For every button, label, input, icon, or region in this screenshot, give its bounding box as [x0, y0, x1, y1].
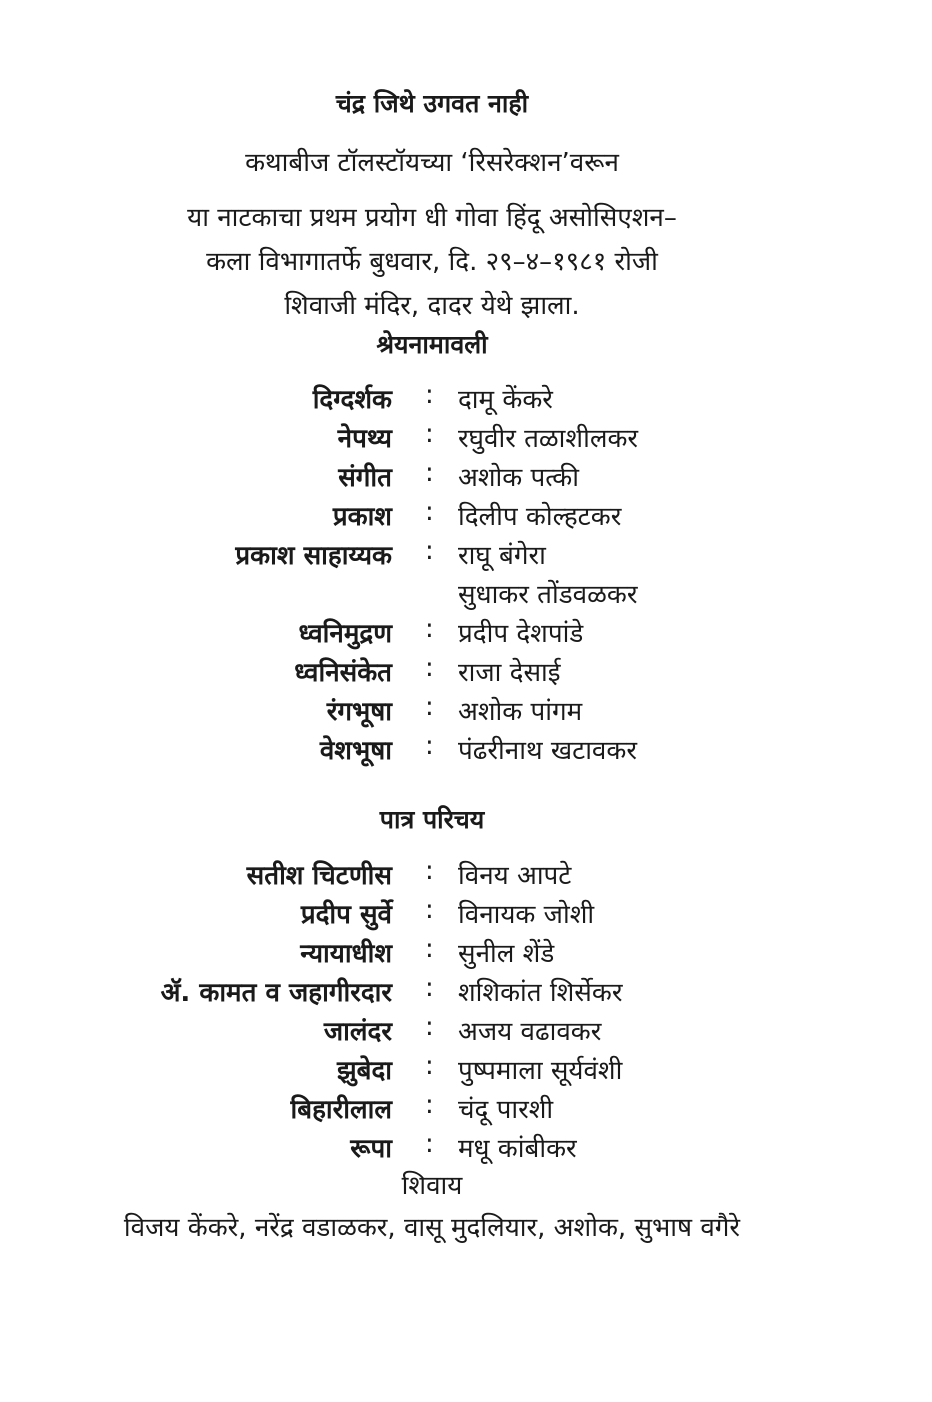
credit-row — [0, 419, 932, 458]
actor-name: चंदू पारशी — [458, 1095, 554, 1125]
separator-colon: : — [425, 856, 434, 886]
credit-row — [0, 614, 932, 653]
cast-heading: पात्र परिचय — [379, 805, 485, 834]
credit-name: राघू बंगेरा — [458, 541, 546, 571]
credit-row — [0, 458, 932, 497]
additional-cast-label: शिवाय — [401, 1171, 463, 1201]
separator-colon: : — [425, 731, 434, 761]
cast-row — [0, 973, 932, 1012]
credit-row — [0, 692, 932, 731]
credit-role: ध्वनिसंकेत — [294, 658, 392, 688]
separator-colon: : — [425, 1051, 434, 1081]
cast-row — [0, 1051, 932, 1090]
character-name: रूपा — [350, 1134, 392, 1164]
credit-name: सुधाकर तोंडवळकर — [458, 580, 638, 610]
separator-colon: : — [425, 1129, 434, 1159]
character-name: जालंदर — [323, 1017, 392, 1047]
credit-row — [0, 536, 932, 575]
separator-colon: : — [425, 692, 434, 722]
separator-colon: : — [425, 419, 434, 449]
character-name: बिहारीलाल — [290, 1095, 392, 1125]
actor-name: शशिकांत शिर्सेकर — [458, 978, 623, 1008]
separator-colon: : — [425, 895, 434, 925]
credit-role: संगीत — [338, 463, 392, 493]
cast-row — [0, 1012, 932, 1051]
separator-colon: : — [425, 1090, 434, 1120]
actor-name: विनय आपटे — [458, 861, 572, 891]
credit-name: अशोक पांगम — [458, 697, 583, 727]
cast-row — [0, 895, 932, 934]
character-name: प्रदीप सुर्वे — [300, 900, 392, 930]
separator-colon: : — [425, 380, 434, 410]
character-name: ॲ. कामत व जहागीरदार — [160, 978, 392, 1008]
credit-name: राजा देसाई — [458, 658, 561, 688]
character-name: सतीश चिटणीस — [246, 861, 392, 891]
separator-colon: : — [425, 934, 434, 964]
actor-name: पुष्पमाला सूर्यवंशी — [458, 1056, 623, 1086]
credit-role: रंगभूषा — [326, 697, 392, 727]
credits-list — [0, 380, 932, 770]
separator-colon: : — [425, 1012, 434, 1042]
actor-name: सुनील शेंडे — [458, 939, 555, 969]
premiere-line: कला विभागातर्फे बुधवार, दि. २९–४–१९८१ रोजी — [206, 247, 658, 277]
credit-row — [0, 380, 932, 419]
credit-row — [0, 731, 932, 770]
actor-name: अजय वढावकर — [458, 1017, 602, 1047]
credit-name: अशोक पत्की — [458, 463, 580, 493]
separator-colon: : — [425, 973, 434, 1003]
credit-role: ध्वनिमुद्रण — [298, 619, 392, 649]
credit-row — [0, 653, 932, 692]
play-subtitle: कथाबीज टॉलस्टॉयच्या ‘रिसरेक्शन’वरून — [245, 148, 619, 178]
credit-name: रघुवीर तळाशीलकर — [458, 424, 639, 454]
credit-role: नेपथ्य — [337, 424, 392, 454]
cast-row — [0, 1090, 932, 1129]
cast-row — [0, 856, 932, 895]
cast-list — [0, 856, 932, 1168]
separator-colon: : — [425, 614, 434, 644]
cast-row — [0, 934, 932, 973]
credit-name: दामू केंकरे — [458, 385, 553, 415]
premiere-note — [0, 196, 864, 328]
actor-name: मधू कांबीकर — [458, 1134, 577, 1164]
separator-colon: : — [425, 536, 434, 566]
character-name: झुबेदा — [336, 1056, 392, 1086]
credit-role: वेशभूषा — [319, 736, 392, 766]
credit-row — [0, 497, 932, 536]
premiere-line: या नाटकाचा प्रथम प्रयोग धी गोवा हिंदू असोसिएशन– — [187, 203, 677, 233]
actor-name: विनायक जोशी — [458, 900, 595, 930]
character-name: न्यायाधीश — [300, 939, 392, 969]
premiere-line: शिवाजी मंदिर, दादर येथे झाला. — [284, 291, 580, 321]
separator-colon: : — [425, 653, 434, 683]
cast-row — [0, 1129, 932, 1168]
credit-role: प्रकाश — [332, 502, 392, 532]
credit-role: प्रकाश साहाय्यक — [235, 541, 392, 571]
credit-name: दिलीप कोल्हटकर — [458, 502, 622, 532]
credit-role: दिग्दर्शक — [312, 385, 392, 415]
additional-cast-names: विजय केंकरे, नरेंद्र वडाळकर, वासू मुदलियार, अशोक, सुभाष वगैरे — [123, 1213, 741, 1243]
play-title: चंद्र जिथे उगवत नाही — [335, 89, 529, 118]
credit-row — [0, 575, 932, 614]
separator-colon: : — [425, 497, 434, 527]
credits-heading: श्रेयनामावली — [376, 330, 488, 359]
credit-name: प्रदीप देशपांडे — [458, 619, 584, 649]
separator-colon: : — [425, 458, 434, 488]
credit-name: पंढरीनाथ खटावकर — [458, 736, 637, 766]
